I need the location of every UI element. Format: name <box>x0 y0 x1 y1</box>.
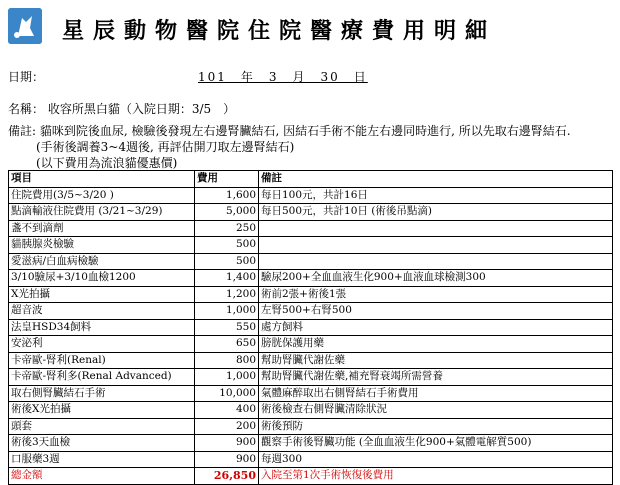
table-row <box>9 385 613 402</box>
fee-cell: 200 <box>195 418 259 435</box>
name-value: 收容所黑白貓（入院日期：3/5 ） <box>47 102 236 116</box>
note-cell <box>259 237 613 254</box>
table-row <box>9 336 613 353</box>
item-cell: 卡帝歐-腎利多(Renal Advanced) <box>9 369 195 386</box>
fee-cell: 5,000 <box>195 204 259 221</box>
fee-cell: 900 <box>195 435 259 452</box>
fee-cell: 1,400 <box>195 270 259 287</box>
date-label: 日期： <box>8 70 45 84</box>
note-cell <box>259 220 613 237</box>
table-row <box>9 451 613 468</box>
note-cell: 術後檢查右側腎臟清除狀況 <box>259 402 613 419</box>
remarks-label: 備註: <box>8 124 37 138</box>
note-cell: 處方飼料 <box>259 319 613 336</box>
table-header-row <box>9 171 613 188</box>
hospital-logo-icon <box>8 8 42 44</box>
note-cell: 觀察手術後腎臟功能 (全血血液生化900+氣體電解質500) <box>259 435 613 452</box>
table-row <box>9 253 613 270</box>
table-row <box>9 270 613 287</box>
header-fee: 費用 <box>195 171 259 188</box>
item-cell: 貓胰腺炎檢驗 <box>9 237 195 254</box>
item-cell: 安泌利 <box>9 336 195 353</box>
fee-cell: 500 <box>195 253 259 270</box>
table-row <box>9 286 613 303</box>
note-cell: 驗尿200+全血血液生化900+血液血球檢測300 <box>259 270 613 287</box>
item-cell: 點滴輸液住院費用 (3/21~3/29) <box>9 204 195 221</box>
fee-cell: 650 <box>195 336 259 353</box>
header-item: 項目 <box>9 171 195 188</box>
item-cell: 愛滋病/白血病檢驗 <box>9 253 195 270</box>
fee-table-container <box>8 170 612 485</box>
note-cell: 左腎500+右腎500 <box>259 303 613 320</box>
item-cell: 盞不到滴劑 <box>9 220 195 237</box>
item-cell: 術後X光拍攝 <box>9 402 195 419</box>
fee-cell: 1,200 <box>195 286 259 303</box>
item-cell: 住院費用(3/5~3/20 ) <box>9 187 195 204</box>
fee-cell: 500 <box>195 237 259 254</box>
table-row <box>9 220 613 237</box>
remarks-row <box>8 122 571 139</box>
total-note: 入院至第1次手術恢復後費用 <box>259 468 613 485</box>
item-cell: 口服藥3週 <box>9 451 195 468</box>
note-cell: 氣體麻醉取出右側腎結石手術費用 <box>259 385 613 402</box>
item-cell: 術後3天血檢 <box>9 435 195 452</box>
page-title: 星辰動物醫院住院醫療費用明細 <box>62 18 497 44</box>
item-cell: 頭套 <box>9 418 195 435</box>
fee-cell: 1,000 <box>195 369 259 386</box>
fee-cell: 250 <box>195 220 259 237</box>
table-row <box>9 352 613 369</box>
table-row <box>9 369 613 386</box>
note-cell <box>259 253 613 270</box>
name-row <box>8 100 235 117</box>
fee-cell: 1,600 <box>195 187 259 204</box>
note-cell: 每日500元，共計10日 (術後吊點滴) <box>259 204 613 221</box>
item-cell: 取右側腎臟結石手術 <box>9 385 195 402</box>
table-row <box>9 418 613 435</box>
total-row <box>9 468 613 485</box>
header <box>8 6 612 46</box>
note-cell: 每週300 <box>259 451 613 468</box>
note-cell: 幫助腎臟代謝佐藥,補充腎衰竭所需營養 <box>259 369 613 386</box>
table-row <box>9 402 613 419</box>
header-note: 備註 <box>259 171 613 188</box>
item-cell: 超音波 <box>9 303 195 320</box>
table-row <box>9 435 613 452</box>
table-row <box>9 187 613 204</box>
item-cell: X光拍攝 <box>9 286 195 303</box>
name-label: 名稱： <box>8 102 45 116</box>
fee-cell: 10,000 <box>195 385 259 402</box>
date-row <box>8 68 368 85</box>
remarks-line-3: (以下費用為流浪貓優惠價) <box>36 156 178 170</box>
date-value: 101 年 3 月 30 日 <box>198 70 368 84</box>
item-cell: 卡帝歐-腎利(Renal) <box>9 352 195 369</box>
table-row <box>9 303 613 320</box>
note-cell: 幫助腎臟代謝佐藥 <box>259 352 613 369</box>
remarks-line-1: 貓咪到院後血尿, 檢驗後發現左右邊腎臟結石, 因結石手術不能左右邊同時進行, 所以先取右邊腎結石. <box>39 124 571 138</box>
remarks-line-2: (手術後調養3~4週後, 再評估開刀取左邊腎結石) <box>36 140 295 154</box>
note-cell: 術後預防 <box>259 418 613 435</box>
total-fee: 26,850 <box>195 468 259 485</box>
total-label: 總金額 <box>9 468 195 485</box>
note-cell: 每日100元，共計16日 <box>259 187 613 204</box>
fee-cell: 400 <box>195 402 259 419</box>
note-cell: 膀胱保護用藥 <box>259 336 613 353</box>
item-cell: 3/10驗尿+3/10血檢1200 <box>9 270 195 287</box>
table-row <box>9 237 613 254</box>
fee-cell: 1,000 <box>195 303 259 320</box>
fee-cell: 800 <box>195 352 259 369</box>
item-cell: 法皇HSD34飼料 <box>9 319 195 336</box>
table-row <box>9 319 613 336</box>
fee-cell: 900 <box>195 451 259 468</box>
fee-cell: 550 <box>195 319 259 336</box>
note-cell: 術前2張+術後1張 <box>259 286 613 303</box>
table-row <box>9 204 613 221</box>
fee-table <box>8 170 613 485</box>
